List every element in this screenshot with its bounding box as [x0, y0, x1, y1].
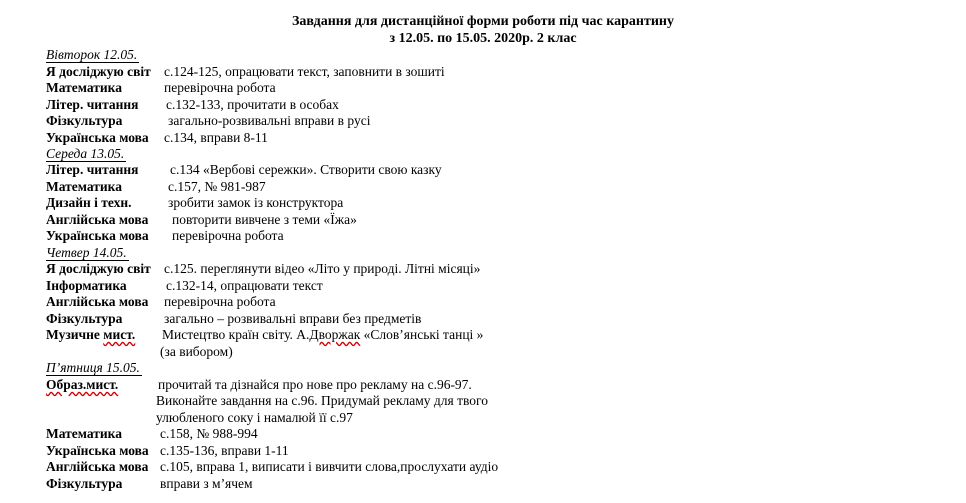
subject-label: Математика: [46, 179, 123, 194]
day-label: Середа 13.05.: [46, 146, 125, 161]
subject-label: Українська мова: [46, 443, 149, 458]
schedule-row: [46, 130, 946, 147]
subject-label: Українська мова: [46, 130, 149, 145]
task-description: с.134, вправи 8-11: [164, 130, 268, 145]
schedule-row: [46, 80, 946, 97]
subject-label: Літер. читання: [46, 162, 139, 177]
task-description: (за вибором): [160, 344, 233, 359]
task-description: зробити замок із конструктора: [168, 195, 344, 210]
task-description: повторити вивчене з теми «Їжа»: [172, 212, 357, 227]
task-description: с.135-136, вправи 1-11: [160, 443, 289, 458]
task-description: вправи з м’ячем: [160, 476, 253, 491]
subject-label: Англійська мова: [46, 459, 149, 474]
subject-label: Дизайн і техн.: [46, 195, 132, 210]
task-description: с.132-133, прочитати в особах: [166, 97, 339, 112]
task-description: с.157, № 981-987: [168, 179, 266, 194]
subject-label: Літер. читання: [46, 97, 139, 112]
day-label: П’ятниця 15.05.: [46, 360, 140, 375]
day-heading: [46, 146, 126, 163]
subject-label: Математика: [46, 426, 123, 441]
subject-label: Я досліджую світ: [46, 64, 151, 79]
schedule-row: [46, 476, 946, 493]
subject-label: Я досліджую світ: [46, 261, 151, 276]
schedule-row: [46, 113, 946, 130]
task-description: с.125. переглянути відео «Літо у природі. Літні місяці»: [164, 261, 481, 276]
schedule-row: [46, 327, 946, 344]
schedule-row: [46, 195, 946, 212]
subject-label: Фізкультура: [46, 113, 123, 128]
schedule-row: [46, 443, 946, 460]
schedule-row: [46, 64, 946, 81]
task-description: улюбленого соку і намалюй її с.97: [156, 410, 353, 425]
subject-label: Фізкультура: [46, 311, 123, 326]
task-description: с.105, вправа 1, виписати і вивчити слова,прослухати аудіо: [160, 459, 499, 474]
schedule-row: [46, 97, 946, 114]
spellcheck-word: Дворжак: [309, 327, 361, 342]
schedule-row: [46, 344, 946, 361]
schedule-row: [46, 162, 946, 179]
subject-label: Англійська мова: [46, 294, 149, 309]
subject-label: Інформатика: [46, 278, 127, 293]
spellcheck-word: мист.: [103, 327, 136, 342]
day-label: Вівторок 12.05.: [46, 47, 138, 62]
subject-label: Образ.мист.: [46, 377, 119, 392]
schedule-row: [46, 426, 946, 443]
subject-label: Математика: [46, 80, 123, 95]
schedule-row: [46, 261, 946, 278]
day-heading: [46, 360, 142, 377]
task-description: прочитай та дізнайся про нове про рекламу на с.96-97.: [158, 377, 472, 392]
task-description: с.158, № 988-994: [160, 426, 258, 441]
subject-label: Англійська мова: [46, 212, 149, 227]
task-description: с.124-125, опрацювати текст, заповнити в зошиті: [164, 64, 445, 79]
task-description: с.132-14, опрацювати текст: [166, 278, 323, 293]
task-description: перевірочна робота: [164, 294, 276, 309]
schedule-row: [46, 410, 946, 427]
schedule-row: [46, 228, 946, 245]
document-title-line2: з 12.05. по 15.05. 2020р. 2 клас: [389, 31, 577, 46]
schedule-row: [46, 377, 946, 394]
task-description: загально – розвивальні вправи без предметів: [164, 311, 422, 326]
subject-label: Фізкультура: [46, 476, 123, 491]
task-description: с.134 «Вербові сережки». Створити свою казку: [170, 162, 442, 177]
schedule-row: [46, 294, 946, 311]
schedule-row: [46, 393, 946, 410]
task-description: загально-розвивальні вправи в русі: [168, 113, 371, 128]
task-description: Мистецтво країн світу. А.Дворжак «Слов’янські танці »: [162, 327, 484, 342]
schedule-row: [46, 212, 946, 229]
schedule-row: [46, 179, 946, 196]
document-title-line1: Завдання для дистанційної форми роботи під час карантину: [292, 14, 674, 29]
day-label: Четвер 14.05.: [46, 245, 127, 260]
schedule-row: [46, 278, 946, 295]
task-description: Виконайте завдання на с.96. Придумай рекламу для твого: [156, 393, 489, 408]
task-description: перевірочна робота: [164, 80, 276, 95]
subject-label: Музичне мист.: [46, 327, 136, 342]
schedule-row: [46, 459, 946, 476]
subject-label: Українська мова: [46, 228, 149, 243]
schedule-row: [46, 311, 946, 328]
task-description: перевірочна робота: [172, 228, 284, 243]
day-heading: [46, 47, 139, 64]
day-heading: [46, 245, 129, 262]
